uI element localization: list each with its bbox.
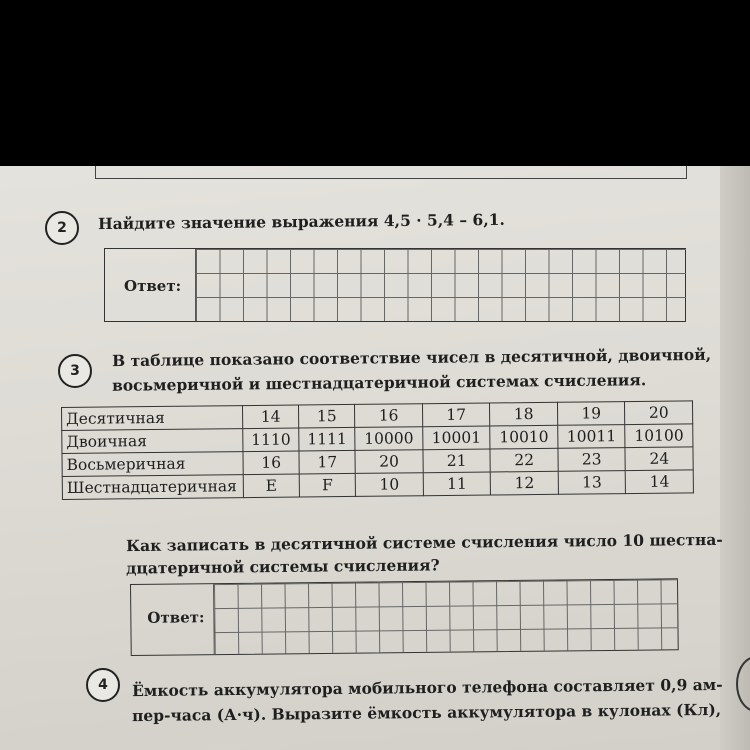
table-cell: 10011 (558, 425, 626, 449)
table-cell: 16 (243, 451, 299, 475)
previous-answer-box-edge (95, 166, 687, 179)
row-header: Шестнадцатеричная (62, 475, 243, 500)
task-3-question-line-2: дцатеричной системы счисления? (125, 555, 440, 578)
table-cell: E (243, 474, 299, 498)
number-systems-table (61, 400, 694, 500)
table-cell: 1110 (243, 428, 299, 452)
task-3-answer-grid[interactable] (213, 579, 679, 654)
task-3-number: 3 (58, 354, 92, 388)
table-cell: 14 (242, 405, 298, 429)
table-cell: 15 (299, 404, 355, 428)
table-cell: 22 (490, 448, 558, 472)
row-header: Десятичная (62, 406, 243, 431)
task-3-question-line-1: Как записать в десятичной системе счисления число 10 шестна- (125, 529, 723, 556)
task-2-answer-grid[interactable] (195, 249, 686, 321)
table-cell: 14 (626, 470, 694, 494)
task-3-intro-line-2: восьмеричной и шестнадцатеричной системах счисления. (111, 370, 647, 395)
table-cell: 17 (299, 450, 355, 474)
task-2-number: 2 (45, 211, 79, 245)
table-cell: 10001 (423, 426, 491, 450)
task-3-answer-box (130, 578, 679, 656)
task-4-line-2: пер-часа (А·ч). Выразите ёмкость аккумулятора в кулонах (Кл), (131, 699, 722, 726)
row-header: Восьмеричная (62, 452, 243, 477)
row-header: Двоичная (62, 429, 243, 454)
table-cell: 10100 (625, 424, 693, 448)
table-cell: 20 (625, 401, 693, 425)
table-cell: 19 (557, 402, 625, 426)
table-cell: 10010 (490, 425, 558, 449)
task-4-number: 4 (86, 668, 120, 702)
table-cell: 18 (490, 402, 558, 426)
table-cell: 12 (491, 471, 559, 495)
task-3-intro-line-1: В таблице показано соответствие чисел в десятичной, двоичной, (111, 344, 712, 371)
table-cell: 17 (422, 403, 490, 427)
task-2-answer-box (104, 248, 686, 322)
table-cell: 1111 (299, 427, 355, 451)
table-cell: F (299, 473, 355, 497)
table-cell: 11 (423, 472, 491, 496)
table-cell: 13 (558, 471, 626, 495)
table-cell: 24 (625, 447, 693, 471)
task-2-answer-label: Ответ: (124, 277, 182, 295)
table-cell: 10 (355, 473, 423, 497)
textbook-page (0, 166, 750, 750)
table-cell: 21 (423, 449, 491, 473)
table-cell: 16 (355, 404, 423, 428)
task-3-answer-label: Ответ: (147, 608, 205, 627)
table-cell: 20 (355, 450, 423, 474)
task-4-line-1: Ёмкость аккумулятора мобильного телефона составляет 0,9 ам- (131, 674, 723, 701)
table-cell: 23 (558, 448, 626, 472)
task-2-question: Найдите значение выражения 4,5 · 5,4 – 6,1. (97, 209, 505, 234)
table-cell: 10000 (355, 427, 423, 451)
